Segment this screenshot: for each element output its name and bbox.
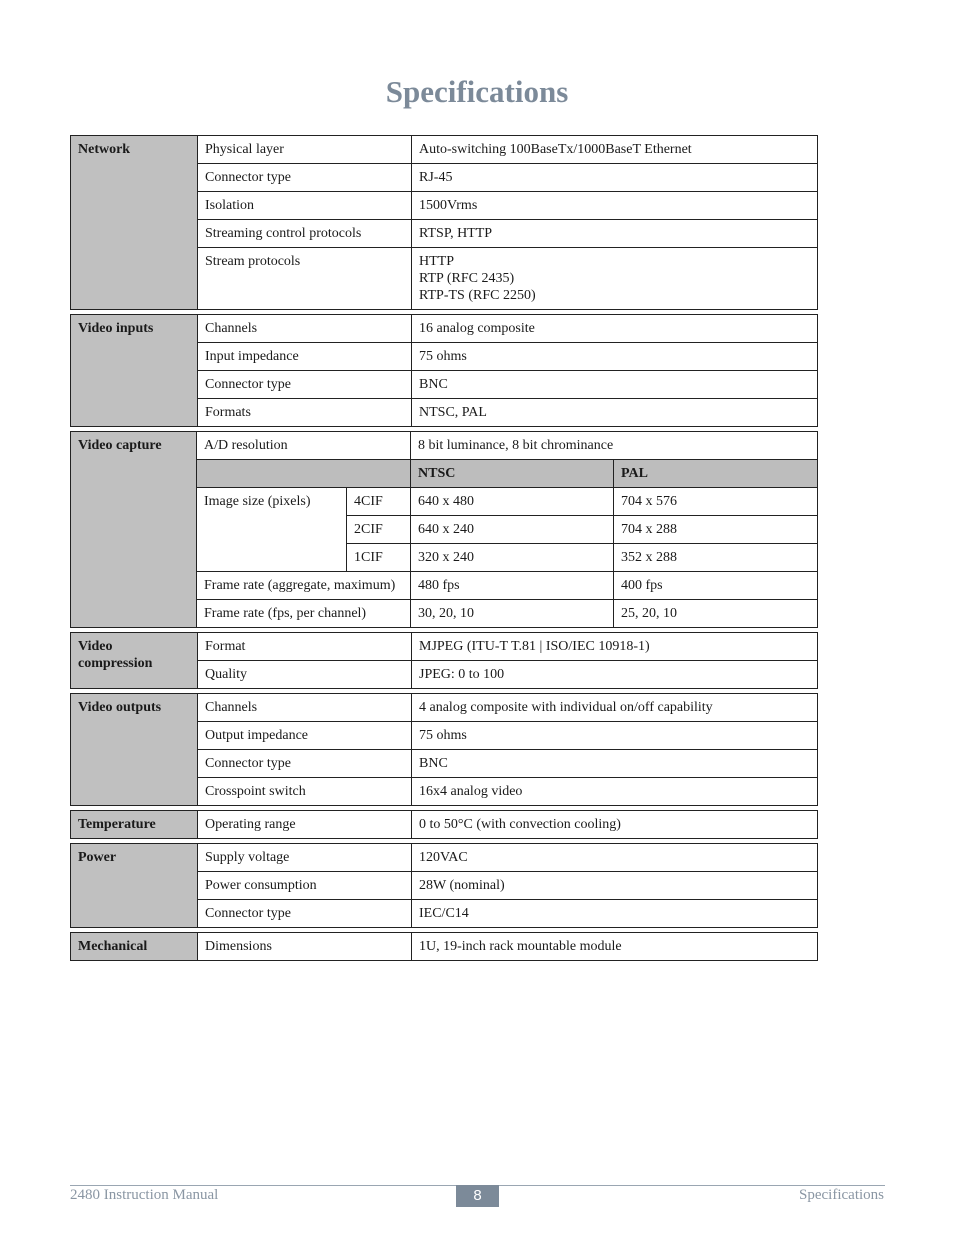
spec-label: Quality xyxy=(198,661,412,689)
spec-value: IEC/C14 xyxy=(412,900,818,928)
spec-label: A/D resolution xyxy=(197,432,411,460)
spec-value: 16x4 analog video xyxy=(412,778,818,806)
category-network: Network xyxy=(71,136,198,310)
spec-value-multiline xyxy=(412,248,818,310)
spec-value: 28W (nominal) xyxy=(412,872,818,900)
spec-label: Operating range xyxy=(198,811,412,839)
page-number: 8 xyxy=(456,1185,499,1207)
ntsc-value: 640 x 480 xyxy=(411,488,614,516)
spec-value: MJPEG (ITU-T T.81 | ISO/IEC 10918-1) xyxy=(412,633,818,661)
spec-value: 1500Vrms xyxy=(412,192,818,220)
ntsc-value: 320 x 240 xyxy=(411,544,614,572)
spec-label: Image size (pixels) xyxy=(197,488,347,572)
category-video-inputs: Video inputs xyxy=(71,315,198,427)
spec-value: JPEG: 0 to 100 xyxy=(412,661,818,689)
category-video-compression xyxy=(71,633,198,689)
spec-label: Streaming control protocols xyxy=(198,220,412,248)
cif-format: 1CIF xyxy=(347,544,411,572)
video-inputs-table xyxy=(70,314,818,427)
spec-value: RJ-45 xyxy=(412,164,818,192)
category-video-capture: Video capture xyxy=(71,432,197,628)
spec-label: Connector type xyxy=(198,371,412,399)
spec-label: Output impedance xyxy=(198,722,412,750)
spec-label: Supply voltage xyxy=(198,844,412,872)
pal-value: 25, 20, 10 xyxy=(614,600,818,628)
page-title: Specifications xyxy=(385,74,569,109)
footer-section-title: Specifications xyxy=(799,1187,884,1203)
stream-protocol: RTP (RFC 2435) xyxy=(419,271,515,286)
category-power: Power xyxy=(71,844,198,928)
spec-value: 120VAC xyxy=(412,844,818,872)
spec-value: BNC xyxy=(412,371,818,399)
video-outputs-table xyxy=(70,693,818,806)
spec-value: 1U, 19-inch rack mountable module xyxy=(412,933,818,961)
spec-value: 4 analog composite with individual on/off capability xyxy=(412,694,818,722)
header-ntsc: NTSC xyxy=(411,460,614,488)
category-mechanical: Mechanical xyxy=(71,933,198,961)
spec-label: Channels xyxy=(198,315,412,343)
spec-value: 0 to 50°C (with convection cooling) xyxy=(412,811,818,839)
ntsc-value: 640 x 240 xyxy=(411,516,614,544)
spec-value: 75 ohms xyxy=(412,722,818,750)
spec-label: Channels xyxy=(198,694,412,722)
pal-value: 704 x 576 xyxy=(614,488,818,516)
spec-label: Power consumption xyxy=(198,872,412,900)
ntsc-value: 30, 20, 10 xyxy=(411,600,614,628)
cif-format: 4CIF xyxy=(347,488,411,516)
spec-label: Connector type xyxy=(198,900,412,928)
stream-protocol: HTTP xyxy=(419,254,454,269)
video-compression-table xyxy=(70,632,818,689)
spec-label: Connector type xyxy=(198,164,412,192)
pal-value: 704 x 288 xyxy=(614,516,818,544)
category-line: Video xyxy=(78,639,113,654)
spec-label: Frame rate (aggregate, maximum) xyxy=(197,572,411,600)
spec-label: Frame rate (fps, per channel) xyxy=(197,600,411,628)
category-temperature: Temperature xyxy=(71,811,198,839)
video-capture-table xyxy=(70,431,818,628)
spec-label: Physical layer xyxy=(198,136,412,164)
pal-value: 400 fps xyxy=(614,572,818,600)
category-line: compression xyxy=(78,656,153,671)
ntsc-value: 480 fps xyxy=(411,572,614,600)
spec-label: Crosspoint switch xyxy=(198,778,412,806)
spec-label: Stream protocols xyxy=(198,248,412,310)
header-blank xyxy=(197,460,411,488)
pal-value: 352 x 288 xyxy=(614,544,818,572)
spec-label: Dimensions xyxy=(198,933,412,961)
power-table xyxy=(70,843,818,928)
category-video-outputs: Video outputs xyxy=(71,694,198,806)
temperature-table xyxy=(70,810,818,839)
spec-value: RTSP, HTTP xyxy=(412,220,818,248)
header-pal: PAL xyxy=(614,460,818,488)
network-table xyxy=(70,135,818,310)
spec-label: Input impedance xyxy=(198,343,412,371)
specifications-tables xyxy=(70,135,818,965)
stream-protocol: RTP-TS (RFC 2250) xyxy=(419,288,536,303)
spec-value: 8 bit luminance, 8 bit chrominance xyxy=(411,432,818,460)
spec-label: Formats xyxy=(198,399,412,427)
spec-value: Auto-switching 100BaseTx/1000BaseT Ethernet xyxy=(412,136,818,164)
spec-label: Connector type xyxy=(198,750,412,778)
spec-value: NTSC, PAL xyxy=(412,399,818,427)
footer-manual-title: 2480 Instruction Manual xyxy=(70,1187,219,1203)
spec-label: Format xyxy=(198,633,412,661)
mechanical-table xyxy=(70,932,818,961)
spec-value: 75 ohms xyxy=(412,343,818,371)
spec-label: Isolation xyxy=(198,192,412,220)
spec-value: BNC xyxy=(412,750,818,778)
spec-value: 16 analog composite xyxy=(412,315,818,343)
cif-format: 2CIF xyxy=(347,516,411,544)
